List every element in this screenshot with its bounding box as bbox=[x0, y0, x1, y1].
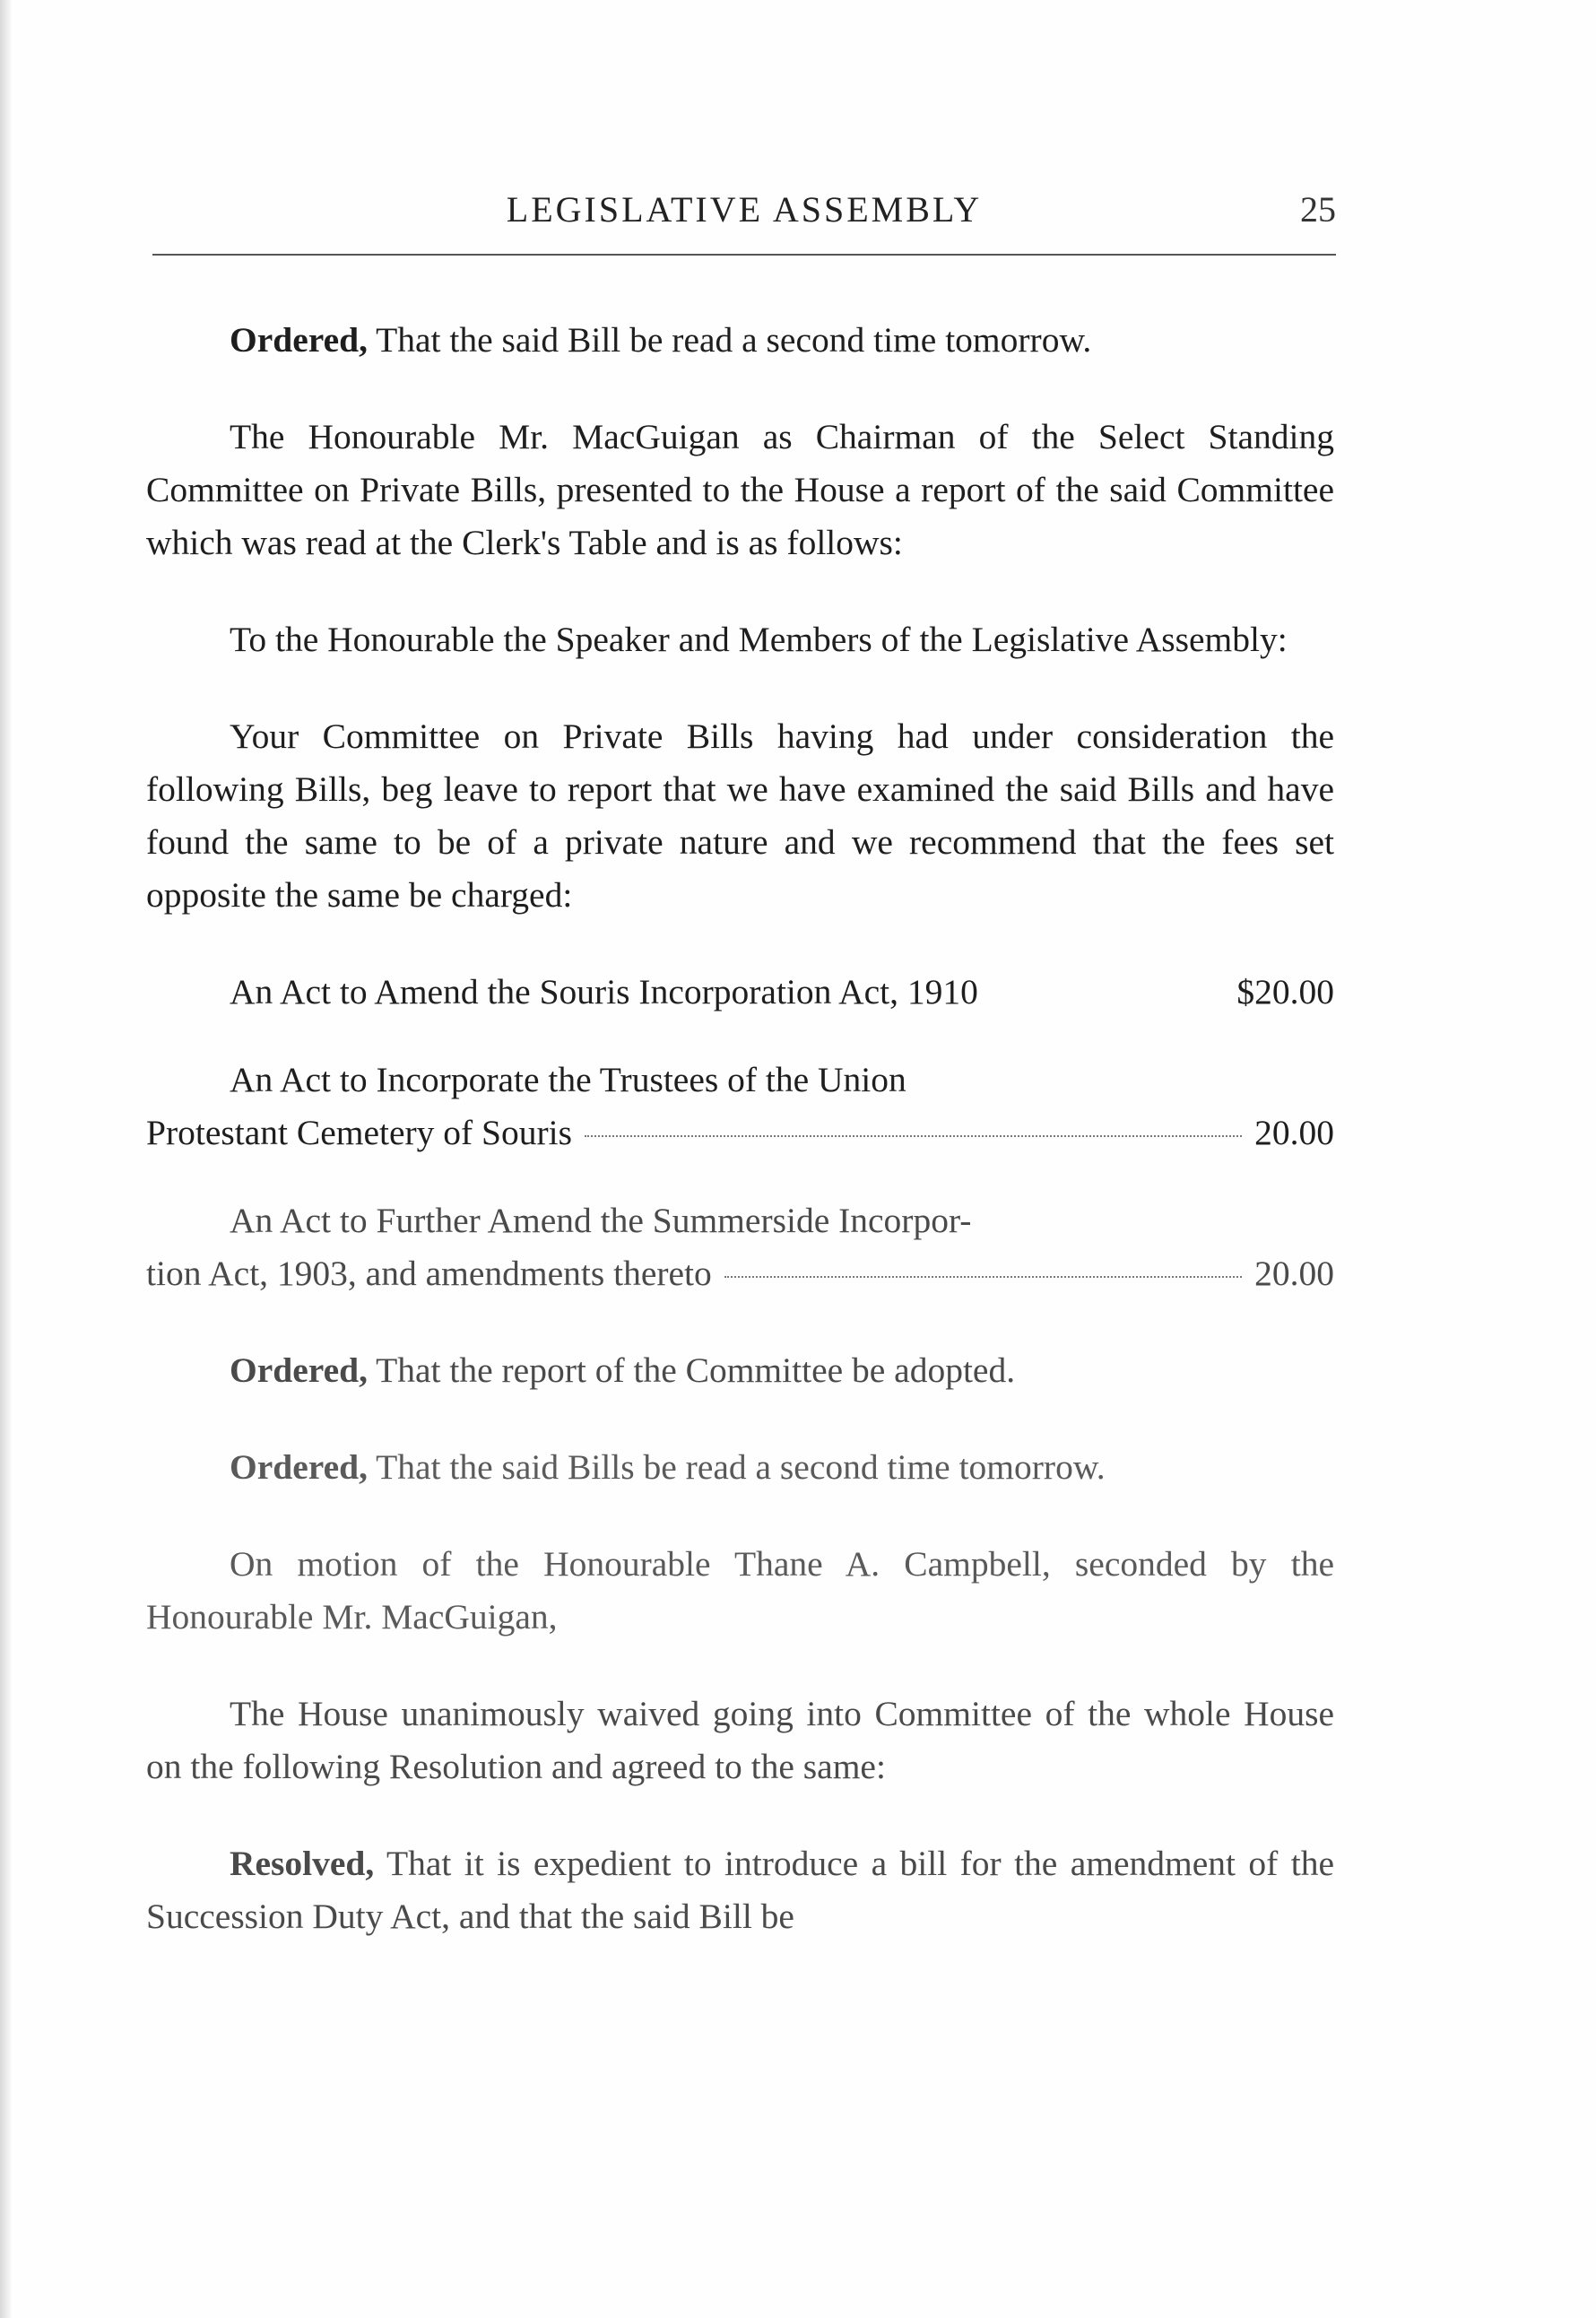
page-number: 25 bbox=[1300, 189, 1336, 230]
paragraph-text: That it is expedient to introduce a bill for the amendment of the Succession Duty Act, and that the said Bill be bbox=[146, 1844, 1334, 1936]
fee-description-line2: tion Act, 1903, and amendments thereto bbox=[146, 1254, 712, 1293]
header-rule bbox=[152, 254, 1336, 256]
body-text bbox=[146, 314, 1334, 1987]
paragraph-committee-report-intro: The Honourable Mr. MacGuigan as Chairman of the Select Standing Committee on Private Bills, presented to the House a report of the said Committee which was read at the Clerk's Table and is as follows: bbox=[146, 417, 1334, 562]
page-edge-shadow bbox=[0, 0, 13, 2318]
fee-amount: 20.00 bbox=[1254, 1113, 1334, 1152]
fee-line bbox=[146, 1107, 1334, 1159]
fee-description-line1: An Act to Further Amend the Summerside Incorpor- bbox=[230, 1201, 972, 1240]
paragraph-lead: Ordered, bbox=[230, 1447, 368, 1487]
paragraph-lead: Ordered, bbox=[230, 1350, 368, 1390]
fee-description: An Act to Amend the Souris Incorporation Act, 1910 bbox=[230, 972, 978, 1011]
fee-description-line2: Protestant Cemetery of Souris bbox=[146, 1113, 573, 1152]
paragraph-committee-findings: Your Committee on Private Bills having had under consideration the following Bills, beg leave to report that we have examined the said Bills and have found the same to be of a private nature and we recommend that the fees set opposite the same be charged: bbox=[146, 716, 1334, 915]
dot-leader bbox=[585, 1135, 1242, 1137]
paragraph-motion: On motion of the Honourable Thane A. Campbell, seconded by the Honourable Mr. MacGuigan, bbox=[146, 1544, 1334, 1636]
fee-item-3 bbox=[146, 1194, 1334, 1300]
paragraph-ordered-bills-second-reading bbox=[146, 1441, 1334, 1494]
fee-item-1 bbox=[146, 966, 1334, 1019]
running-title: LEGISLATIVE ASSEMBLY bbox=[506, 189, 983, 230]
running-header bbox=[152, 188, 1336, 242]
paragraph-ordered-report-adopted bbox=[146, 1344, 1334, 1397]
paragraph-house-waived-committee: The House unanimously waived going into Committee of the whole House on the following Resolution and agreed to the same: bbox=[146, 1694, 1334, 1786]
paragraph-ordered-bill-second-reading bbox=[146, 314, 1334, 367]
fee-description-line1: An Act to Incorporate the Trustees of the Union bbox=[230, 1060, 906, 1099]
paragraph-lead: Ordered, bbox=[230, 320, 368, 360]
paragraph-address: To the Honourable the Speaker and Members of the Legislative Assembly: bbox=[230, 620, 1288, 659]
paragraph-text: That the report of the Committee be adopted. bbox=[367, 1350, 1016, 1390]
fee-line bbox=[146, 1247, 1334, 1300]
dot-leader bbox=[724, 1276, 1242, 1278]
paragraph-text: That the said Bill be read a second time tomorrow. bbox=[367, 320, 1092, 360]
paragraph-resolved bbox=[146, 1837, 1334, 1943]
paragraph-text: That the said Bills be read a second time tomorrow. bbox=[367, 1447, 1106, 1487]
fee-amount: $20.00 bbox=[1236, 972, 1334, 1011]
fee-amount: 20.00 bbox=[1254, 1254, 1334, 1293]
fee-line bbox=[146, 966, 1334, 1019]
fee-item-2 bbox=[146, 1054, 1334, 1159]
paragraph-lead: Resolved, bbox=[230, 1844, 375, 1883]
